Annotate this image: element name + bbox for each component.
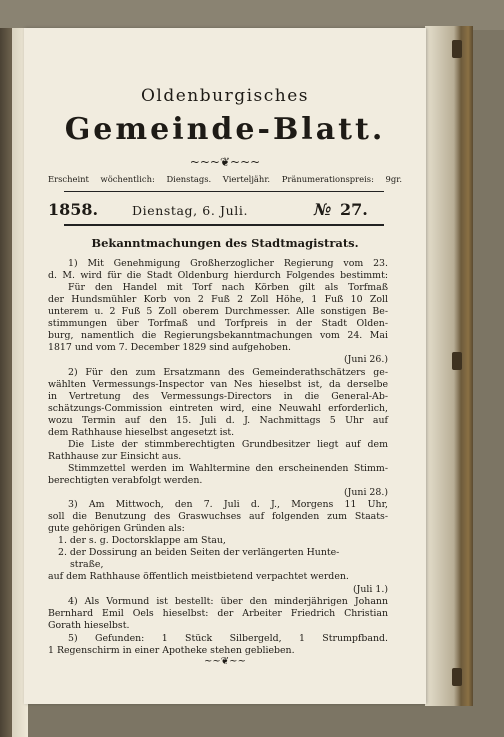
article-line: Gorath hieselbst.: [48, 620, 130, 631]
spine-mark: [452, 40, 462, 58]
masthead-title-main: Gemeinde-Blatt.: [64, 112, 386, 147]
article-line: 2) Für den zum Ersatzmann des Gemeinderathschätzers ge-: [68, 367, 388, 378]
spine-mark: [452, 352, 462, 370]
article-line: in Vertretung des Vermessungs-Directors in die General-Ab-: [48, 391, 388, 402]
issue-year: 1858.: [48, 200, 99, 219]
article-line: der Hundsmühler Korb von 2 Fuß 2 Zoll Höhe, 1 Fuß 10 Zoll: [48, 294, 388, 305]
issue-date: Dienstag, 6. Juli.: [132, 203, 249, 218]
spine-mark: [452, 668, 462, 686]
end-ornament: ~~❦~~: [204, 656, 246, 667]
section-heading: Bekanntmachungen des Stadtmagistrats.: [91, 236, 359, 250]
article-line: unterem u. 2 Fuß 5 Zoll oberem Durchmesser. Alle sonstigen Be-: [48, 306, 388, 317]
article-line: straße,: [70, 559, 104, 570]
article-line: 3) Am Mittwoch, den 7. Juli d. J., Morgens 11 Uhr,: [68, 499, 388, 510]
issue-number: 27.: [340, 200, 368, 219]
masthead-rule-top: [64, 191, 384, 192]
article-line: d. M. wird für die Stadt Oldenburg hierdurch Folgendes bestimmt:: [48, 270, 388, 281]
masthead-subline: Erscheint wöchentlich: Dienstags. Vierteljähr. Pränumerationspreis: 9gr.: [48, 174, 402, 184]
article-line: gute gehörigen Gründen als:: [48, 523, 185, 534]
masthead-ornament: ~~~❦~~~: [189, 155, 261, 169]
masthead-title-top: Oldenburgisches: [140, 86, 310, 106]
article-line: Für den Handel mit Torf nach Körben gilt als Torfmaß: [68, 282, 388, 293]
article-line: 4) Als Vormund ist bestellt: über den minderjährigen Johann: [68, 596, 388, 607]
article-line: 1817 und vom 7. December 1829 sind aufgehoben.: [48, 342, 291, 353]
book-spine-edge: [425, 26, 473, 706]
article-line: stimmungen über Torfmaß und Torfpreis in der Stadt Olden-: [48, 318, 388, 329]
masthead-rule-bottom: [64, 224, 384, 226]
article-line: burg, namentlich die Regierungsbekanntmachungen vom 24. Mai: [48, 330, 388, 341]
article-line: dem Rathhause hieselbst angesetzt ist.: [48, 427, 235, 438]
article-line: auf dem Rathhause öffentlich meistbietend verpachtet werden.: [48, 571, 349, 582]
article-line: 1) Mit Genehmigung Großherzoglicher Regierung vom 23.: [68, 258, 388, 269]
article-line: schätzungs-Commission eintreten wird, eine Neuwahl erforderlich,: [48, 403, 388, 414]
article-line: 2. der Dossirung an beiden Seiten der verlängerten Hunte-: [58, 547, 340, 558]
newspaper-page: [24, 28, 426, 704]
article-line: (Juni 26.): [343, 354, 388, 365]
article-line: (Juli 1.): [352, 584, 388, 595]
article-line: wozu Termin auf den 15. Juli d. J. Nachmittags 5 Uhr auf: [48, 415, 388, 426]
article-line: Die Liste der stimmberechtigten Grundbesitzer liegt auf dem: [68, 439, 388, 450]
issue-number-label: №: [314, 200, 332, 219]
article-line: berechtigten verabfolgt werden.: [48, 475, 203, 486]
article-line: Bernhard Emil Oels hieselbst: der Arbeiter Friedrich Christian: [48, 608, 388, 619]
article-line: 1. der s. g. Doctorsklappe am Stau,: [58, 535, 226, 546]
article-line: Rathhause zur Einsicht aus.: [48, 451, 182, 462]
article-line: 5) Gefunden: 1 Stück Silbergeld, 1 Strumpfband.: [68, 633, 388, 644]
article-line: Stimmzettel werden im Wahltermine den erscheinenden Stimm-: [68, 463, 388, 474]
article-line: (Juni 28.): [343, 487, 388, 498]
article-line: wählten Vermessungs-Inspector van Nes hieselbst ist, da derselbe: [48, 379, 388, 390]
article-line: soll die Benutzung des Graswuchses auf folgenden zum Staats-: [48, 511, 388, 522]
article-line: 1 Regenschirm in einer Apotheke stehen geblieben.: [48, 645, 295, 656]
